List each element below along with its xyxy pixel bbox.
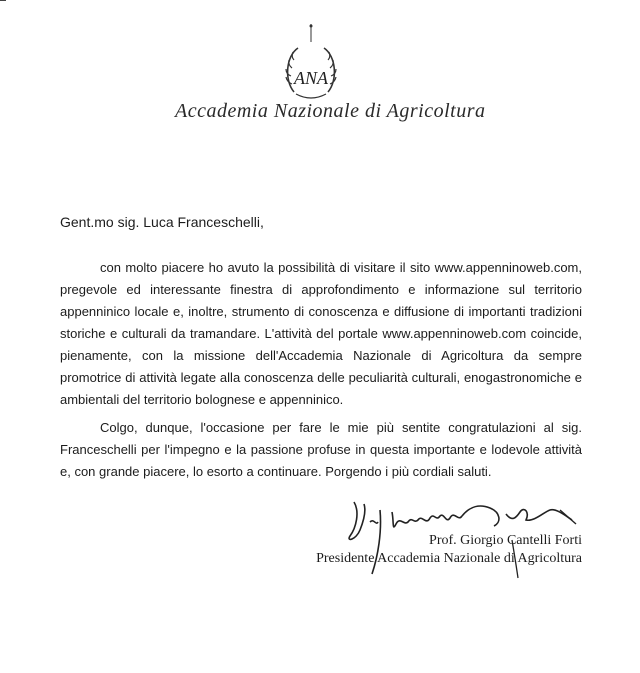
signer-name: Prof. Giorgio Cantelli Forti bbox=[429, 533, 582, 548]
scan-corner-mark bbox=[0, 0, 6, 5]
logo-monogram: ANA bbox=[294, 68, 328, 88]
letter-body bbox=[60, 257, 582, 489]
letter-paragraph-2: Colgo, dunque, l'occasione per fare le mie più sentite congratulazioni al sig. Franceschelli per l'impegno e la passione profuse in questa importante e lodevole attività e, con grande piacere, lo esorto a continuare. Porgendo i più cordiali saluti. bbox=[60, 420, 582, 479]
letter-paragraph-1: con molto piacere ho avuto la possibilità di visitare il sito www.appenninoweb.com, pregevole ed interessante finestra di approfondimento e informazione sul territorio appenninico locale e, inoltre, strumento di conoscenza e diffusione di importanti tradizioni storiche e culturali da tramandare. L'attività del portale www.appenninoweb.com coincide, pienamente, con la missione dell'Accademia Nazionale di Agricoltura da sempre promotrice di attività legate alla conoscenza delle peculiarità culturali, enogastronomiche e ambientali del territorio bolognese e appenninico. bbox=[60, 260, 582, 407]
salutation: Gent.mo sig. Luca Franceschelli, bbox=[60, 214, 264, 230]
organization-name: Accademia Nazionale di Agricoltura bbox=[175, 100, 486, 122]
academy-logo-icon bbox=[282, 22, 340, 104]
signer-title: Presidente Accademia Nazionale di Agricoltura bbox=[316, 551, 582, 566]
signature-block bbox=[316, 532, 582, 568]
